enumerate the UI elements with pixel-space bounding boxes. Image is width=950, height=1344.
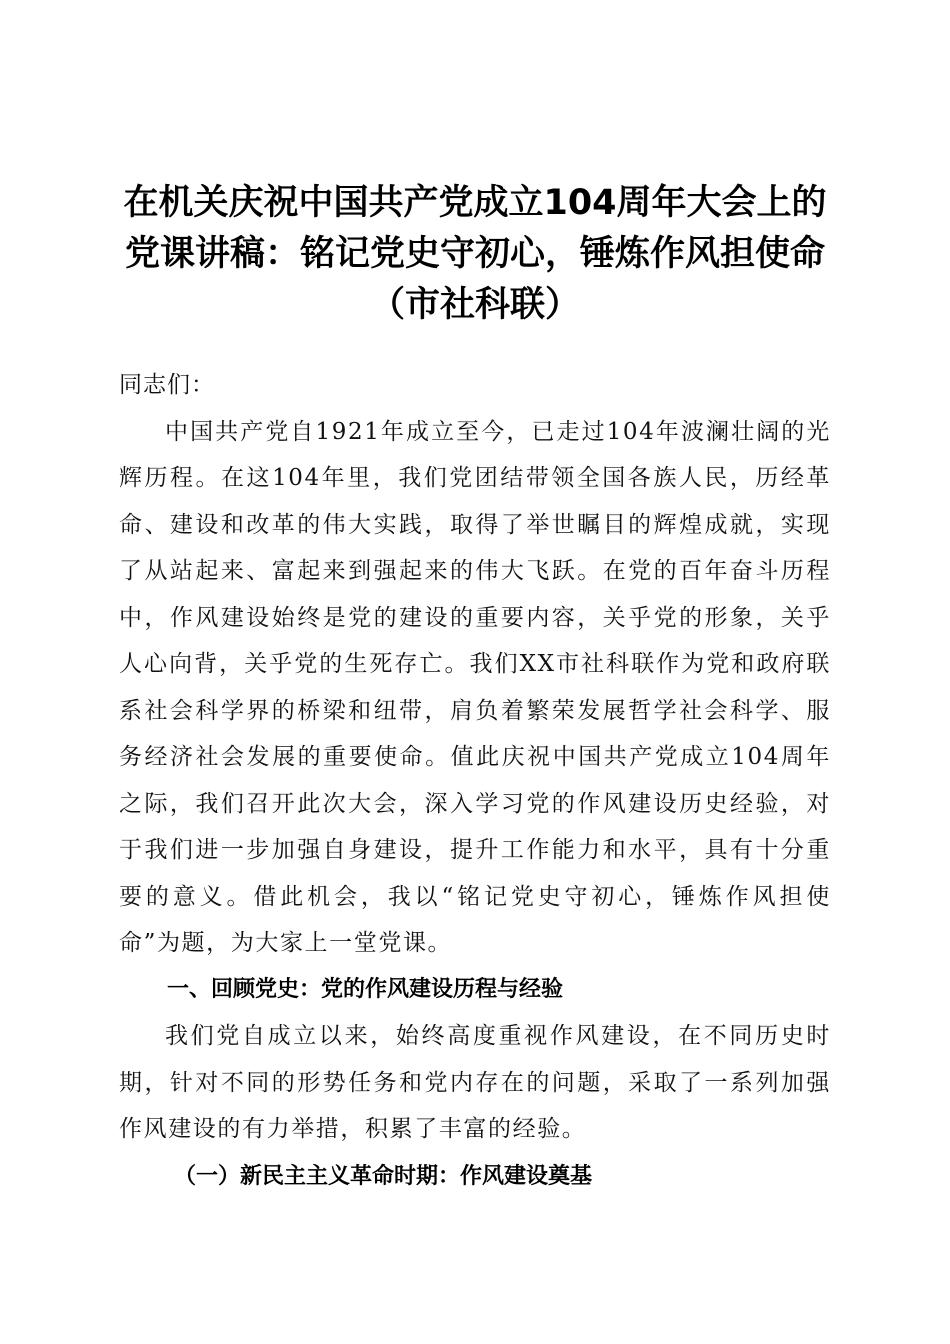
section-heading-1: 一、回顾党史：党的作风建设历程与经验 <box>167 976 564 1002</box>
title-line-3: （市社科联） <box>369 285 580 325</box>
section-paragraph: 我们党自成立以来，始终高度重视作风建设，在不同历史时期，针对不同的形势任务和党内存在的问题，采取了一系列加强作风建设的有力举措，积累了丰富的经验。 <box>119 1023 831 1142</box>
document-title <box>100 178 850 331</box>
subsection-heading-1: （一）新民主主义革命时期：作风建设奠基 <box>174 1162 593 1189</box>
title-line-1: 在机关庆祝中国共产党成立104周年大会上的 <box>123 183 827 223</box>
document-body <box>119 362 831 1199</box>
intro-paragraph: 中国共产党自1921年成立至今，已走过104年波澜壮阔的光辉历程。在这104年里，我们党团结带领全国各族人民，历经革命、建设和改革的伟大实践，取得了举世瞩目的辉煌成就，实现了从站起来、富起来到强起来的伟大飞跃。在党的百年奋斗历程中，作风建设始终是党的建设的重要内容，关乎党的形象，关乎人心向背，关乎党的生死存亡。我们XX市社科联作为党和政府联系社会科学界的桥梁和纽带，肩负着繁荣发展哲学社会科学、服务经济社会发展的重要使命。值此庆祝中国共产党成立104周年之际，我们召开此次大会，深入学习党的作风建设历史经验，对于我们进一步加强自身建设，提升工作能力和水平，具有十分重要的意义。借此机会，我以“铭记党史守初心，锤炼作风担使命”为题，为大家上一堂党课。 <box>119 418 831 956</box>
greeting: 同志们： <box>119 372 215 398</box>
title-line-2: 党课讲稿：铭记党史守初心，锤炼作风担使命 <box>124 234 825 274</box>
